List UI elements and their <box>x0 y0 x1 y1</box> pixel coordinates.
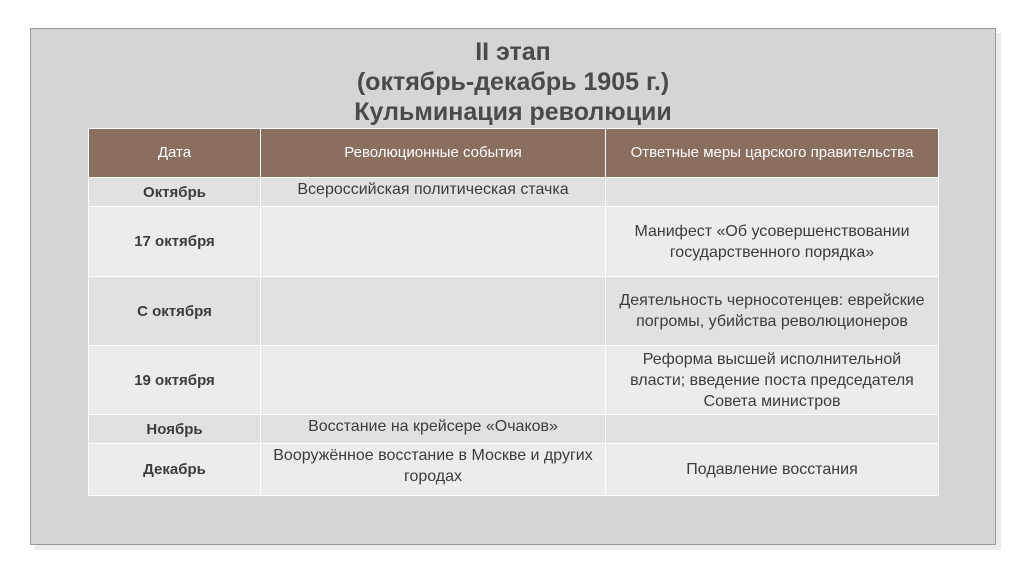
row-event: Вооружённое восстание в Москве и других городах <box>261 444 606 496</box>
title-line-1: II этап <box>475 38 551 66</box>
table-row <box>89 346 939 415</box>
row-date: 17 октября <box>89 207 261 277</box>
table-row <box>89 415 939 444</box>
header-response: Ответные меры царского правительства <box>606 129 939 178</box>
table-row <box>89 444 939 496</box>
row-response: Манифест «Об усовершенствовании государственного порядка» <box>606 207 939 277</box>
table-row <box>89 207 939 277</box>
row-event <box>261 346 606 415</box>
row-date: Ноябрь <box>89 415 261 444</box>
row-event <box>261 207 606 277</box>
row-date: С октября <box>89 277 261 346</box>
row-response: Реформа высшей исполнительной власти; введение поста председателя Совета министров <box>606 346 939 415</box>
row-response: Деятельность черносотенцев: еврейские погромы, убийства революционеров <box>606 277 939 346</box>
row-response: Подавление восстания <box>606 444 939 496</box>
table-row <box>89 277 939 346</box>
header-events: Революционные события <box>261 129 606 178</box>
header-date: Дата <box>89 129 261 178</box>
table-header-row <box>89 129 939 178</box>
slide <box>30 28 996 545</box>
row-event <box>261 277 606 346</box>
row-event: Восстание на крейсере «Очаков» <box>261 415 606 444</box>
row-response <box>606 178 939 207</box>
table-row <box>89 178 939 207</box>
title-line-2: (октябрь-декабрь 1905 г.) <box>356 68 670 96</box>
row-date: Октябрь <box>89 178 261 207</box>
slide-title <box>31 37 995 127</box>
row-event: Всероссийская политическая стачка <box>261 178 606 207</box>
row-date: 19 октября <box>89 346 261 415</box>
row-date: Декабрь <box>89 444 261 496</box>
title-line-3: Кульминация революции <box>354 98 672 126</box>
row-response <box>606 415 939 444</box>
events-table <box>88 128 939 496</box>
